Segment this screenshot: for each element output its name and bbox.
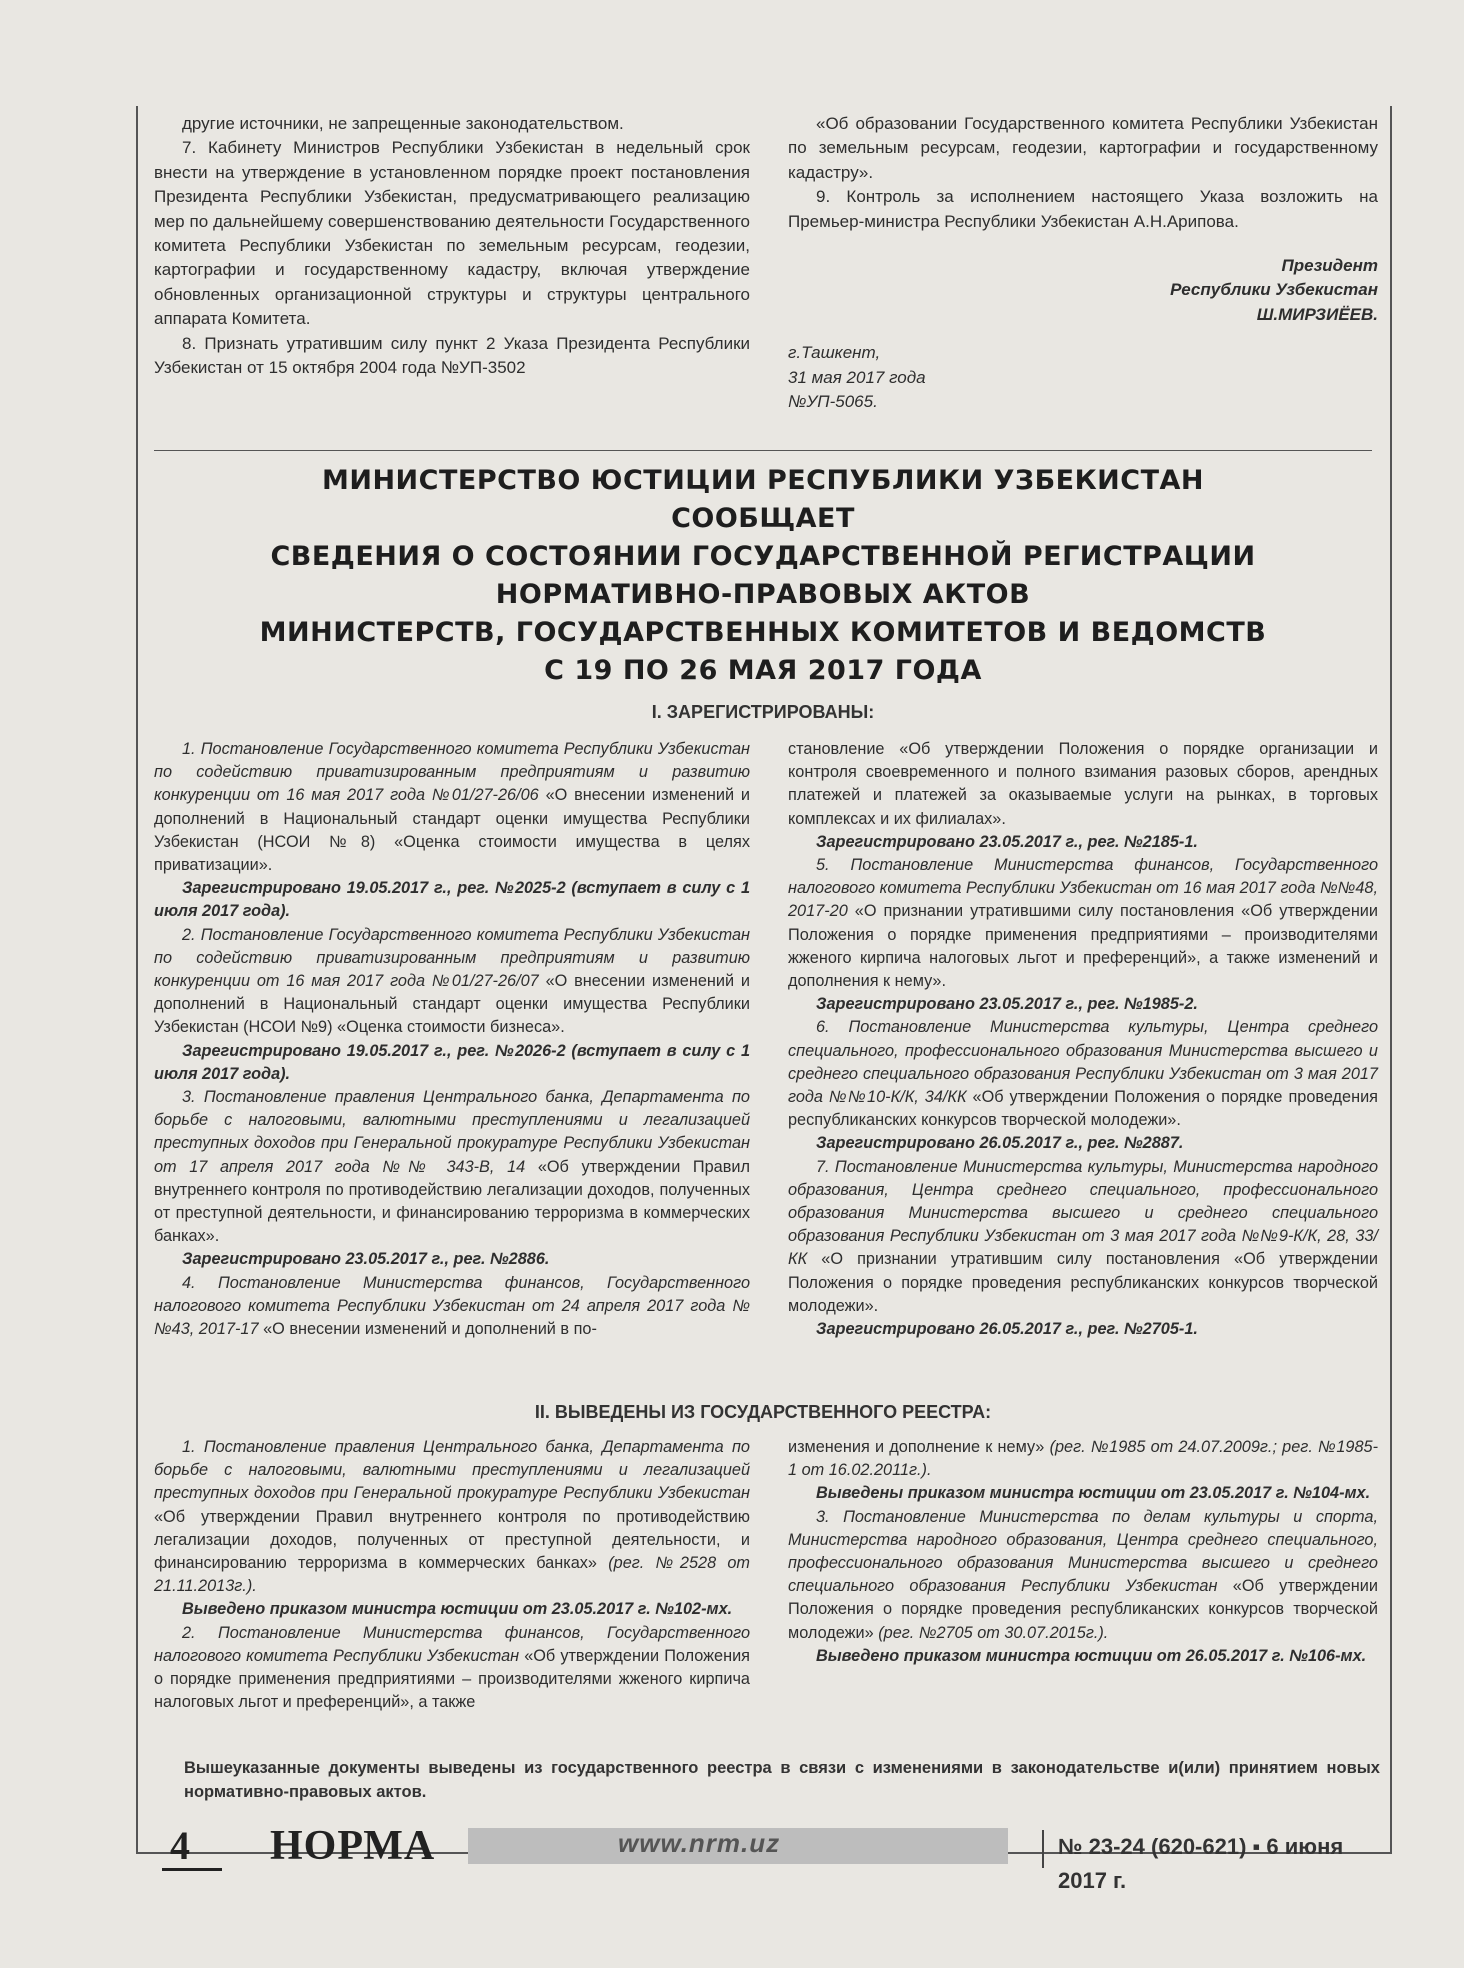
registration-text: Зарегистрировано 23.05.2017 г., рег. №1985-2. <box>816 995 1198 1014</box>
headline-line: МИНИСТЕРСТВ, ГОСУДАРСТВЕННЫХ КОМИТЕТОВ И ВЕДОМСТВ <box>259 617 1267 648</box>
act-title: «Об утверждении Правил внутреннего контроля по противодействию легализации доходов, полученных от преступной деятельности, и финансированию терроризма в коммерческих банках» <box>154 1507 750 1573</box>
act-title: «О признании утратившими силу постановления «Об утверждении Положения о порядке применения предприятиями – производителями жженого кирпича налоговых льгот и преференций», а также изменений и дополнения к нему». <box>788 902 1378 991</box>
act-title: «О признании утратившим силу постановления «Об утверждении Положения о порядке проведения республиканских конкурсов творческой молодежи». <box>788 1250 1378 1315</box>
act-reference: 2. Постановление Государственного комитета Республики Узбекистан по содействию приватизированным предприятиям и развитию конкуренции от 16 мая 2017 года №01/27-26/07 <box>154 925 750 991</box>
decree-place: г.Ташкент, <box>788 343 881 363</box>
act-title: «Об утверждении Положения о порядке применения предприятиями – производителями жженого кирпича налоговых льгот и преференций», а также <box>154 1646 750 1712</box>
act-title: изменения и дополнение к нему» <box>788 1438 1045 1456</box>
act-reference: 5. Постановление Министерства финансов, Государственного налогового комитета Республики Узбекистан от 16 мая 2017 года №№48, 2017-20 <box>788 856 1378 921</box>
registration-line <box>154 1598 750 1621</box>
act-title: «Об утверждении Правил внутреннего контроля по противодействию легализации доходов, полученных от преступной деятельности, и финансированию терроризма в коммерческих банках». <box>154 1157 750 1246</box>
act-reference: 2. Постановление Министерства финансов, Государственного налогового комитета Республики Узбекистан <box>154 1623 750 1665</box>
act-title: «Об утверждении Положения о порядке проведения республиканских конкурсов творческой молодежи». <box>788 1088 1378 1130</box>
signature-name: Ш.МИРЗИЁЕВ. <box>1256 304 1378 324</box>
act-title: «Об утверждении Положения о порядке проведения республиканских конкурсов творческой молодежи» <box>788 1577 1378 1642</box>
act-title: «О внесении изменений и дополнений в Национальный стандарт оценки имущества Республики Узбекистан (НСОИ №8) «Оценка стоимости имущества в целях приватизации». <box>154 786 751 875</box>
act-entry <box>788 1016 1378 1132</box>
divider-line <box>154 450 1372 451</box>
decree-right-column <box>788 112 1378 414</box>
signature-title: Президент <box>1281 256 1378 276</box>
registration-line <box>788 1132 1378 1155</box>
decree-paragraph: 8. Признать утратившим силу пункт 2 Указа Президента Республики Узбекистан от 15 октября 2004 года №УП-3502 <box>154 333 750 378</box>
act-reference: 1. Постановление правления Центрального банка, Департамента по борьбе с налоговыми, валютными преступлениями и легализацией преступных доходов при Генеральной прокуратуре Республики Узбекистан <box>154 1438 750 1503</box>
registration-text: Зарегистрировано 26.05.2017 г., рег. №2705-1. <box>816 1320 1198 1339</box>
section-2-right <box>788 1436 1378 1668</box>
decree-left-column <box>154 112 750 380</box>
decree-paragraph: 7. Кабинету Министров Республики Узбекистан в недельный срок внести на утверждение в установленном порядке проект постановления Президента Республики Узбекистан, предусматривающего реализацию мер по дальнейшему совершенствованию деятельности Государственного комитета Республики Узбекистан по земельным ресурсам, геодезии, картографии и государственному кадастру, включая утверждение обновленных организационной структуры и структуры центрального аппарата Комитета. <box>154 138 750 329</box>
headline-line: МИНИСТЕРСТВО ЮСТИЦИИ РЕСПУБЛИКИ УЗБЕКИСТАН <box>322 465 1204 496</box>
headline-line: СВЕДЕНИЯ О СОСТОЯНИИ ГОСУДАРСТВЕННОЙ РЕГИСТРАЦИИ <box>270 541 1256 572</box>
act-reference: 1. Постановление Государственного комитета Республики Узбекистан по содействию приватизированным предприятиям и развитию конкуренции от 16 мая 2017 года №01/27-26/06 <box>154 740 750 805</box>
act-entry <box>154 924 750 1040</box>
act-reference: (рег. №2705 от 30.07.2015г.). <box>873 1623 1109 1642</box>
act-title: становление «Об утверждении Положения о порядке организации и контроля своевременного и полного взимания разовых сборов, арендных платежей и платежей за оказываемые услуги на рынках, в торговых комплексах и их филиалах». <box>788 740 1378 828</box>
headline <box>154 462 1372 690</box>
act-reference: 3. Постановление правления Центрального банка, Департамента по борьбе с налоговыми, валютными преступлениями и легализацией преступных доходов при Генеральной прокуратуре Республики Узбекистан от 17 апреля 2017 года №№ 343-В, 14 <box>154 1088 750 1176</box>
decree-date: 31 мая 2017 года <box>788 367 926 387</box>
act-reference: (рег. №1985 от 24.07.2009г.; рег. №1985-1 от 16.02.2011г.). <box>788 1438 1379 1480</box>
signature-country: Республики Узбекистан <box>1170 280 1378 300</box>
registration-text: Зарегистрировано 23.05.2017 г., рег. №2886. <box>182 1250 550 1269</box>
registration-line <box>788 993 1378 1016</box>
act-entry <box>154 1086 750 1248</box>
act-entry <box>154 1622 750 1715</box>
act-entry <box>788 1436 1378 1482</box>
headline-line: СООБЩАЕТ <box>671 503 855 534</box>
registration-text: Выведено приказом министра юстиции от 23.05.2017 г. №102-мх. <box>182 1600 733 1619</box>
decree-number: №УП-5065. <box>788 392 878 412</box>
act-entry <box>788 1506 1378 1645</box>
section-2-left <box>154 1436 750 1714</box>
decree-paragraph: «Об образовании Государственного комитета Республики Узбекистан по земельным ресурсам, геодезии, картографии и государственному кадастру». <box>788 114 1378 182</box>
registration-text: Выведены приказом министра юстиции от 23.05.2017 г. №104-мх. <box>816 1484 1371 1503</box>
headline-line: НОРМАТИВНО-ПРАВОВЫХ АКТОВ <box>495 579 1031 610</box>
registration-text: Выведено приказом министра юстиции от 26.05.2017 г. №106-мх. <box>816 1646 1367 1665</box>
act-entry <box>788 738 1378 831</box>
section-1-right <box>788 738 1378 1341</box>
act-reference: 4. Постановление Министерства финансов, Государственного налогового комитета Республики Узбекистан от 24 апреля 2017 года №№43, 2017-17 <box>154 1273 750 1339</box>
registration-line <box>154 877 750 923</box>
act-entry <box>154 738 750 877</box>
act-reference: 7. Постановление Министерства культуры, Министерства народного образования, Центра среднего специального, профессионального образования Министерства высшего и среднего специального образования Республики Узбекистан от 3 мая 2017 года №№9-К/К, 28, 33/КК <box>788 1157 1378 1269</box>
registration-line <box>788 1318 1378 1341</box>
act-title: «О внесении изменений и дополнений в по- <box>258 1320 597 1339</box>
registration-line <box>788 1482 1378 1505</box>
act-entry <box>154 1272 750 1342</box>
page-number: 4 <box>170 1823 190 1868</box>
act-entry <box>154 1436 750 1598</box>
decree-paragraph: другие источники, не запрещенные законодательством. <box>182 114 624 133</box>
registration-line <box>788 831 1378 854</box>
page-number-underline <box>162 1868 222 1871</box>
registration-text: Зарегистрировано 26.05.2017 г., рег. №2887. <box>816 1134 1184 1153</box>
act-entry <box>788 854 1378 993</box>
section-2-title: II. ВЫВЕДЕНЫ ИЗ ГОСУДАРСТВЕННОГО РЕЕСТРА: <box>534 1402 992 1422</box>
newspaper-logo: НОРМА <box>270 1823 436 1869</box>
decree-paragraph: 9. Контроль за исполнением настоящего Указа возложить на Премьер-министра Республики Узбекистан А.Н.Арипова. <box>788 187 1378 231</box>
section-1-left <box>154 738 750 1341</box>
act-reference: 3. Постановление Министерства по делам культуры и спорта, Министерства народного образования, Центра среднего специального, профессионального образования Министерства высшего и среднего специального образования Республики Узбекистан <box>788 1507 1378 1596</box>
page-footer <box>150 1822 1385 1893</box>
registration-line <box>154 1248 750 1271</box>
website-link[interactable]: www.nrm.uz <box>618 1828 781 1858</box>
registration-line <box>788 1645 1378 1668</box>
issue-info: № 23-24 (620-621) ▪ 6 июня 2017 г. <box>1042 1830 1385 1868</box>
section-1-title: I. ЗАРЕГИСТРИРОВАНЫ: <box>651 702 875 722</box>
headline-line: С 19 ПО 26 МАЯ 2017 ГОДА <box>544 655 982 686</box>
registration-text: Зарегистрировано 23.05.2017 г., рег. №2185-1. <box>816 832 1198 851</box>
act-entry <box>788 1156 1378 1318</box>
registration-text: Зарегистрировано 19.05.2017 г., рег. №2025-2 (вступает в силу с 1 июля 2017 года). <box>154 879 750 921</box>
act-reference: 6. Постановление Министерства культуры, Центра среднего специального, профессионального образования Министерства высшего и среднего специального образования Республики Узбекистан от 3 мая 2017 года №№10-К/К, 34/КК <box>788 1018 1378 1107</box>
closing-note: Вышеуказанные документы выведены из государственного реестра в связи с изменениями в законодательстве и(или) принятием новых нормативно-правовых актов. <box>184 1759 1380 1801</box>
registration-line <box>154 1040 750 1086</box>
registration-text: Зарегистрировано 19.05.2017 г., рег. №2026-2 (вступает в силу с 1 июля 2017 года). <box>154 1041 750 1083</box>
act-title: «О внесении изменений и дополнений в Национальный стандарт оценки имущества Республики Узбекистан (НСОИ №9) «Оценка стоимости бизнеса». <box>154 972 751 1037</box>
act-reference: (рег. №2528 от 21.11.2013г.). <box>154 1554 750 1596</box>
